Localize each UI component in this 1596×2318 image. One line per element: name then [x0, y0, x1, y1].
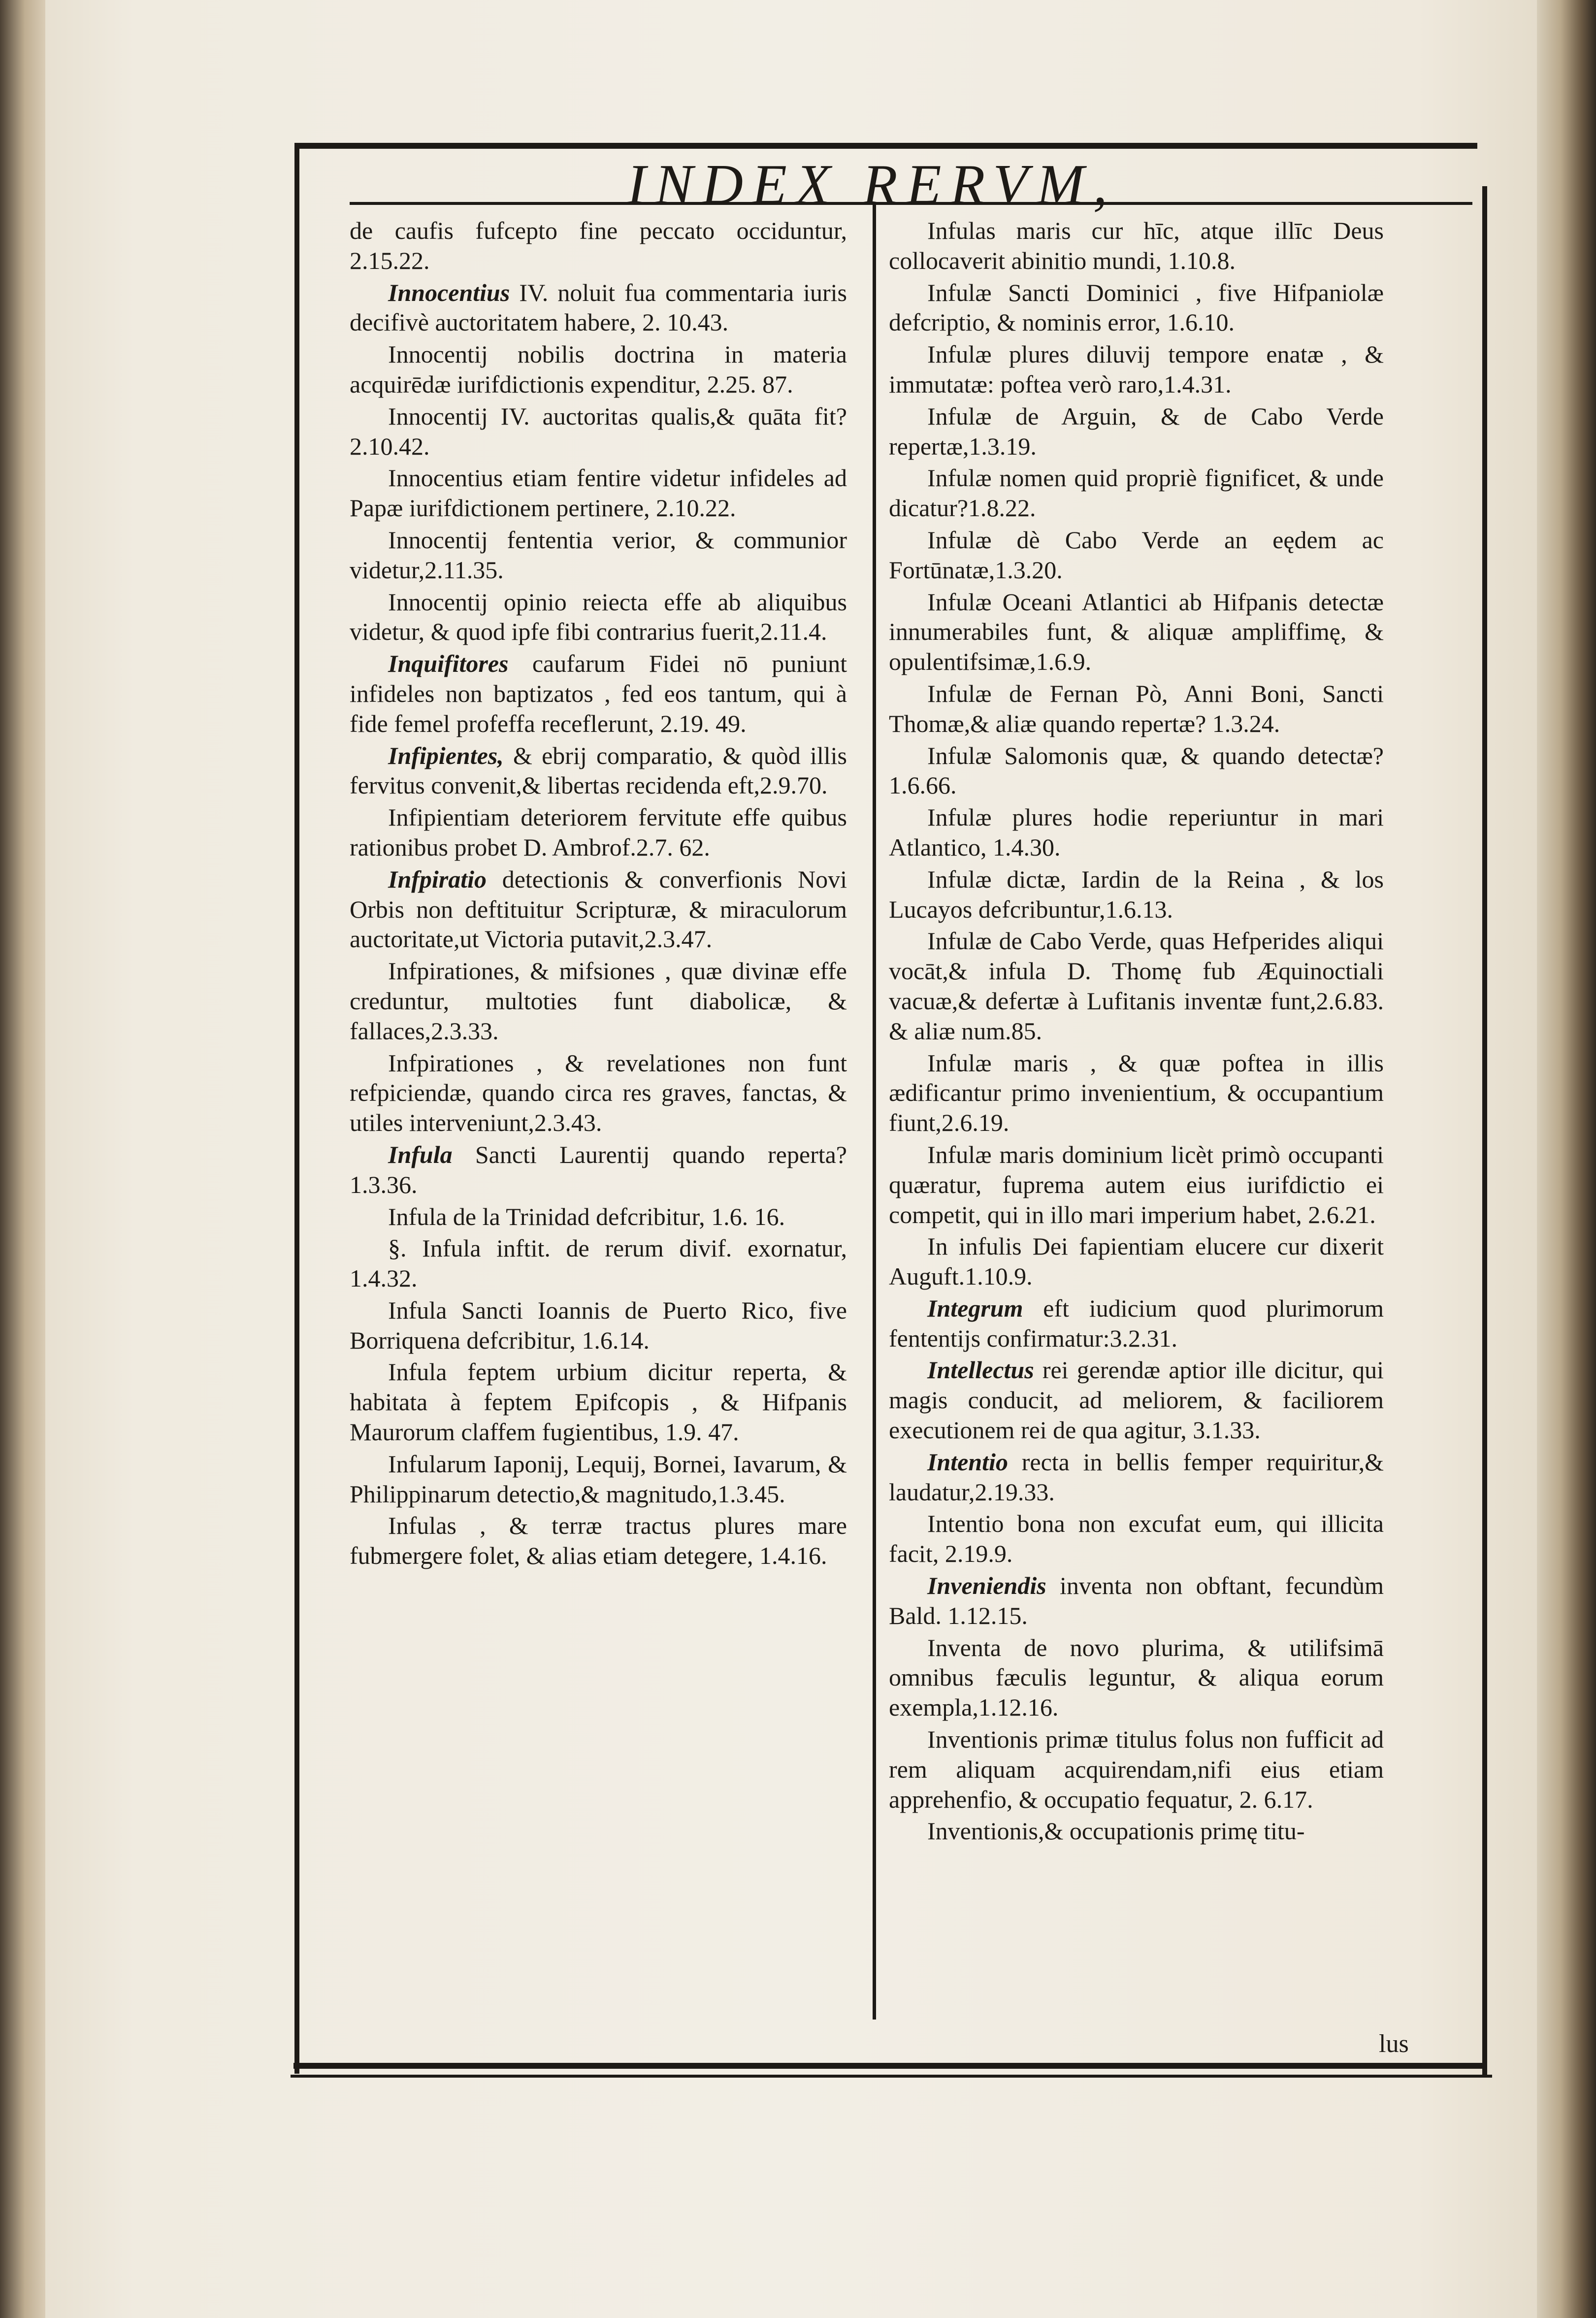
index-entry	[889, 216, 1384, 276]
index-lemma: Inveniendis	[927, 1572, 1046, 1600]
index-entry-text: IV. noluit fua commentaria iuris decifivè auctoritatem habere, 2. 10.43.	[350, 278, 847, 336]
index-entry	[889, 802, 1384, 862]
index-entry-text: Infulas , & terræ tractus plures mare fubmergere folet, & alias etiam detegere, 1.4.16.	[350, 1512, 847, 1570]
index-entry	[889, 278, 1384, 338]
index-entry	[350, 401, 847, 462]
top-rule	[295, 143, 1477, 149]
index-entry	[889, 1231, 1384, 1291]
index-entry-text: de caufis fufcepto fine peccato occiduntur, 2.15.22.	[350, 217, 847, 274]
index-entry-text: & ebrij comparatio, & quòd illis fervitus convenit,& libertas recidenda eft,2.9.70.	[350, 741, 847, 799]
index-entry-text: Innocentij fententia verior, & communior videtur,2.11.35.	[350, 526, 847, 584]
index-lemma: Infpiratio	[388, 865, 487, 893]
catchword: lus	[1379, 2030, 1409, 2058]
bottom-rule	[293, 2063, 1485, 2069]
index-entry-text: Infula Sancti Ioannis de Puerto Rico, five Borriquena defcribitur, 1.6.14.	[350, 1296, 847, 1354]
index-entry	[350, 1511, 847, 1571]
index-entry-text: In infulis Dei fapientiam elucere cur dixerit Auguft.1.10.9.	[889, 1232, 1384, 1291]
index-entry-text: Infulæ de Arguin, & de Cabo Verde repertæ,1.3.19.	[889, 402, 1384, 460]
index-entry-text: Sancti Laurentij quando reperta? 1.3.36.	[350, 1140, 847, 1198]
index-entry	[889, 1633, 1384, 1722]
index-entry-text: inventa non obftant, fecundùm Bald. 1.12.15.	[889, 1572, 1384, 1629]
index-column-right	[889, 216, 1384, 1848]
index-entry	[889, 1571, 1384, 1631]
index-page	[45, 0, 1537, 2318]
index-lemma: Inquifitores	[388, 650, 509, 678]
index-entry-text: recta in bellis femper requiritur,& laudatur,2.19.33.	[889, 1448, 1384, 1506]
index-lemma: Infula	[388, 1140, 453, 1168]
index-entry-text: Infulæ de Fernan Pò, Anni Boni, Sancti Thomæ,& aliæ quando repertæ? 1.3.24.	[889, 679, 1384, 737]
index-entry-text: Infpirationes, & mifsiones , quæ divinæ effe creduntur, multoties funt diabolicæ, & fallaces,2.3.33.	[350, 957, 847, 1045]
index-entry-text: Infulæ de Cabo Verde, quas Hefperides aliqui vocāt,& infula D. Thomę fub Æquinoctiali vacuæ,& defertæ à Lufitanis inventæ funt,2.6.83. & aliæ num.85.	[889, 927, 1384, 1045]
index-entry-text: rei gerendæ aptior ille dicitur, qui magis conducit, ad meliorem, & faciliorem executionem rei de qua agitur, 3.1.33.	[889, 1356, 1384, 1444]
index-entry-text: Infulæ Sancti Dominici , five Hifpaniolæ defcriptio, & nominis error, 1.6.10.	[889, 278, 1384, 336]
index-lemma: Infipientes,	[388, 741, 504, 769]
index-entry	[350, 339, 847, 399]
index-entry	[889, 525, 1384, 585]
index-entry	[889, 1509, 1384, 1569]
index-entry	[350, 463, 847, 523]
page-stack-edge	[1537, 0, 1596, 2318]
index-entry	[889, 587, 1384, 677]
index-entry-text: Infpirationes , & revelationes non funt refpiciendæ, quando circa res graves, fanctas, & utiles interveniunt,2.3.43.	[350, 1049, 847, 1137]
index-entry-text: Inventionis primæ titulus folus non fufficit ad rem aliquam acquirendam,nifi eius etiam apprehenfio, & occupatio fequatur, 2. 6.17.	[889, 1725, 1384, 1813]
index-entry-text: Infulæ Oceani Atlantici ab Hifpanis detectæ innumerabiles funt, & aliquæ ampliffimę, & opulentifsimæ,1.6.9.	[889, 588, 1384, 676]
index-entry	[889, 339, 1384, 399]
index-entry-text: Innocentij opinio reiecta effe ab aliquibus videtur, & quod ipfe fibi contrarius fuerit,2.11.4.	[350, 588, 847, 646]
index-entry	[889, 741, 1384, 801]
index-entry-text: Infula feptem urbium dicitur reperta, & habitata à feptem Epifcopis , & Hifpanis Maurorum claffem fugientibus, 1.9. 47.	[350, 1358, 847, 1446]
index-entry-text: §. Infula inftit. de rerum divif. exornatur, 1.4.32.	[350, 1234, 847, 1292]
index-entry	[889, 1816, 1384, 1846]
index-lemma: Intentio	[927, 1448, 1008, 1476]
index-entry-text: Innocentij IV. auctoritas qualis,& quāta fit?2.10.42.	[350, 402, 847, 460]
index-entry	[889, 864, 1384, 925]
index-entry	[350, 956, 847, 1046]
index-entry	[350, 1048, 847, 1138]
index-entry-text: detectionis & converfionis Novi Orbis non deftituitur Scripturæ, & miraculorum auctoritate,ut Victoria putavit,2.3.47.	[350, 865, 847, 953]
index-entry-text: Infulas maris cur hīc, atque illīc Deus collocaverit abinitio mundi, 1.10.8.	[889, 217, 1384, 274]
index-entry-text: Intentio bona non excufat eum, qui illicita facit, 2.19.9.	[889, 1510, 1384, 1568]
index-entry	[350, 1140, 847, 1200]
index-entry-text: Infipientiam deteriorem fervitute effe quibus rationibus probet D. Ambrof.2.7. 62.	[350, 803, 847, 861]
index-entry	[889, 401, 1384, 462]
index-entry-text: Innocentius etiam fentire videtur infideles ad Papæ iurifdictionem pertinere, 2.10.22.	[350, 464, 847, 522]
previous-page-edge	[0, 0, 45, 2318]
index-entry	[889, 926, 1384, 1046]
index-entry	[350, 1295, 847, 1356]
index-entry-text: Infulæ dictæ, Iardin de la Reina , & los Lucayos defcribuntur,1.6.13.	[889, 865, 1384, 923]
index-entry-text: Infulæ nomen quid propriè fignificet, & unde dicatur?1.8.22.	[889, 464, 1384, 522]
index-entry	[350, 649, 847, 738]
index-entry-text: Infulæ maris dominium licèt primò occupanti quæratur, fuprema autem eius iurifdictio ei competit, qui in illo mari imperium habet, 2.6.21.	[889, 1140, 1384, 1228]
index-entry	[889, 1048, 1384, 1138]
index-entry	[889, 1724, 1384, 1814]
index-entry	[889, 1355, 1384, 1445]
index-entry-text: Infulæ Salomonis quæ, & quando detectæ?1.6.66.	[889, 741, 1384, 799]
index-entry-text: Infulæ dè Cabo Verde an eędem ac Fortūnatæ,1.3.20.	[889, 526, 1384, 584]
index-entry	[350, 587, 847, 647]
index-entry	[889, 1293, 1384, 1354]
index-entry	[350, 802, 847, 862]
index-entry-text: Inventa de novo plurima, & utilifsimā omnibus fæculis leguntur, & aliqua eorum exempla,1.12.16.	[889, 1633, 1384, 1722]
index-entry-text: Innocentij nobilis doctrina in materia acquirēdæ iurifdictionis expenditur, 2.25. 87.	[350, 340, 847, 398]
index-entry	[350, 278, 847, 338]
index-entry-text: Infulæ plures hodie reperiuntur in mari Atlantico, 1.4.30.	[889, 803, 1384, 861]
index-entry	[350, 216, 847, 276]
index-lemma: Innocentius	[388, 278, 510, 306]
index-entry	[889, 1447, 1384, 1507]
right-frame-rule	[1482, 186, 1487, 2078]
index-entry	[350, 1233, 847, 1293]
index-entry-text: Infula de la Trinidad defcribitur, 1.6. 16.	[388, 1202, 785, 1230]
index-entry-text: Infularum Iaponij, Lequij, Bornei, Iavarum, & Philippinarum detectio,& magnitudo,1.3.45.	[350, 1450, 847, 1508]
index-entry-text: Infulæ maris , & quæ poftea in illis ædificantur primo invenientium, & occupantium fiunt,2.6.19.	[889, 1049, 1384, 1137]
index-entry	[889, 679, 1384, 739]
index-entry	[350, 1202, 847, 1232]
index-entry	[350, 1357, 847, 1447]
left-frame-rule	[294, 143, 299, 2074]
column-divider	[873, 202, 876, 2020]
index-entry	[350, 525, 847, 585]
index-entry	[889, 463, 1384, 523]
index-entry	[889, 1140, 1384, 1229]
index-entry-text: Inventionis,& occupationis primę titu-	[927, 1817, 1305, 1845]
page-frame	[251, 143, 1492, 2079]
index-lemma: Integrum	[927, 1294, 1023, 1322]
index-entry-text: Infulæ plures diluvij tempore enatæ , & immutatæ: poftea verò raro,1.4.31.	[889, 340, 1384, 398]
index-entry-text: caufarum Fidei nō puniunt infideles non baptizatos , fed eos tantum, qui à fide femel profeffa receflerunt, 2.19. 49.	[350, 650, 847, 737]
index-entry	[350, 741, 847, 801]
index-entry-text: eft iudicium quod plurimorum fententijs confirmatur:3.2.31.	[889, 1294, 1384, 1352]
index-column-left	[350, 216, 847, 1573]
index-lemma: Intellectus	[927, 1356, 1034, 1384]
index-entry	[350, 864, 847, 954]
index-entry	[350, 1449, 847, 1509]
bottom-rule-thin	[291, 2075, 1492, 2078]
running-head: INDEX RERVM,	[627, 153, 1116, 216]
